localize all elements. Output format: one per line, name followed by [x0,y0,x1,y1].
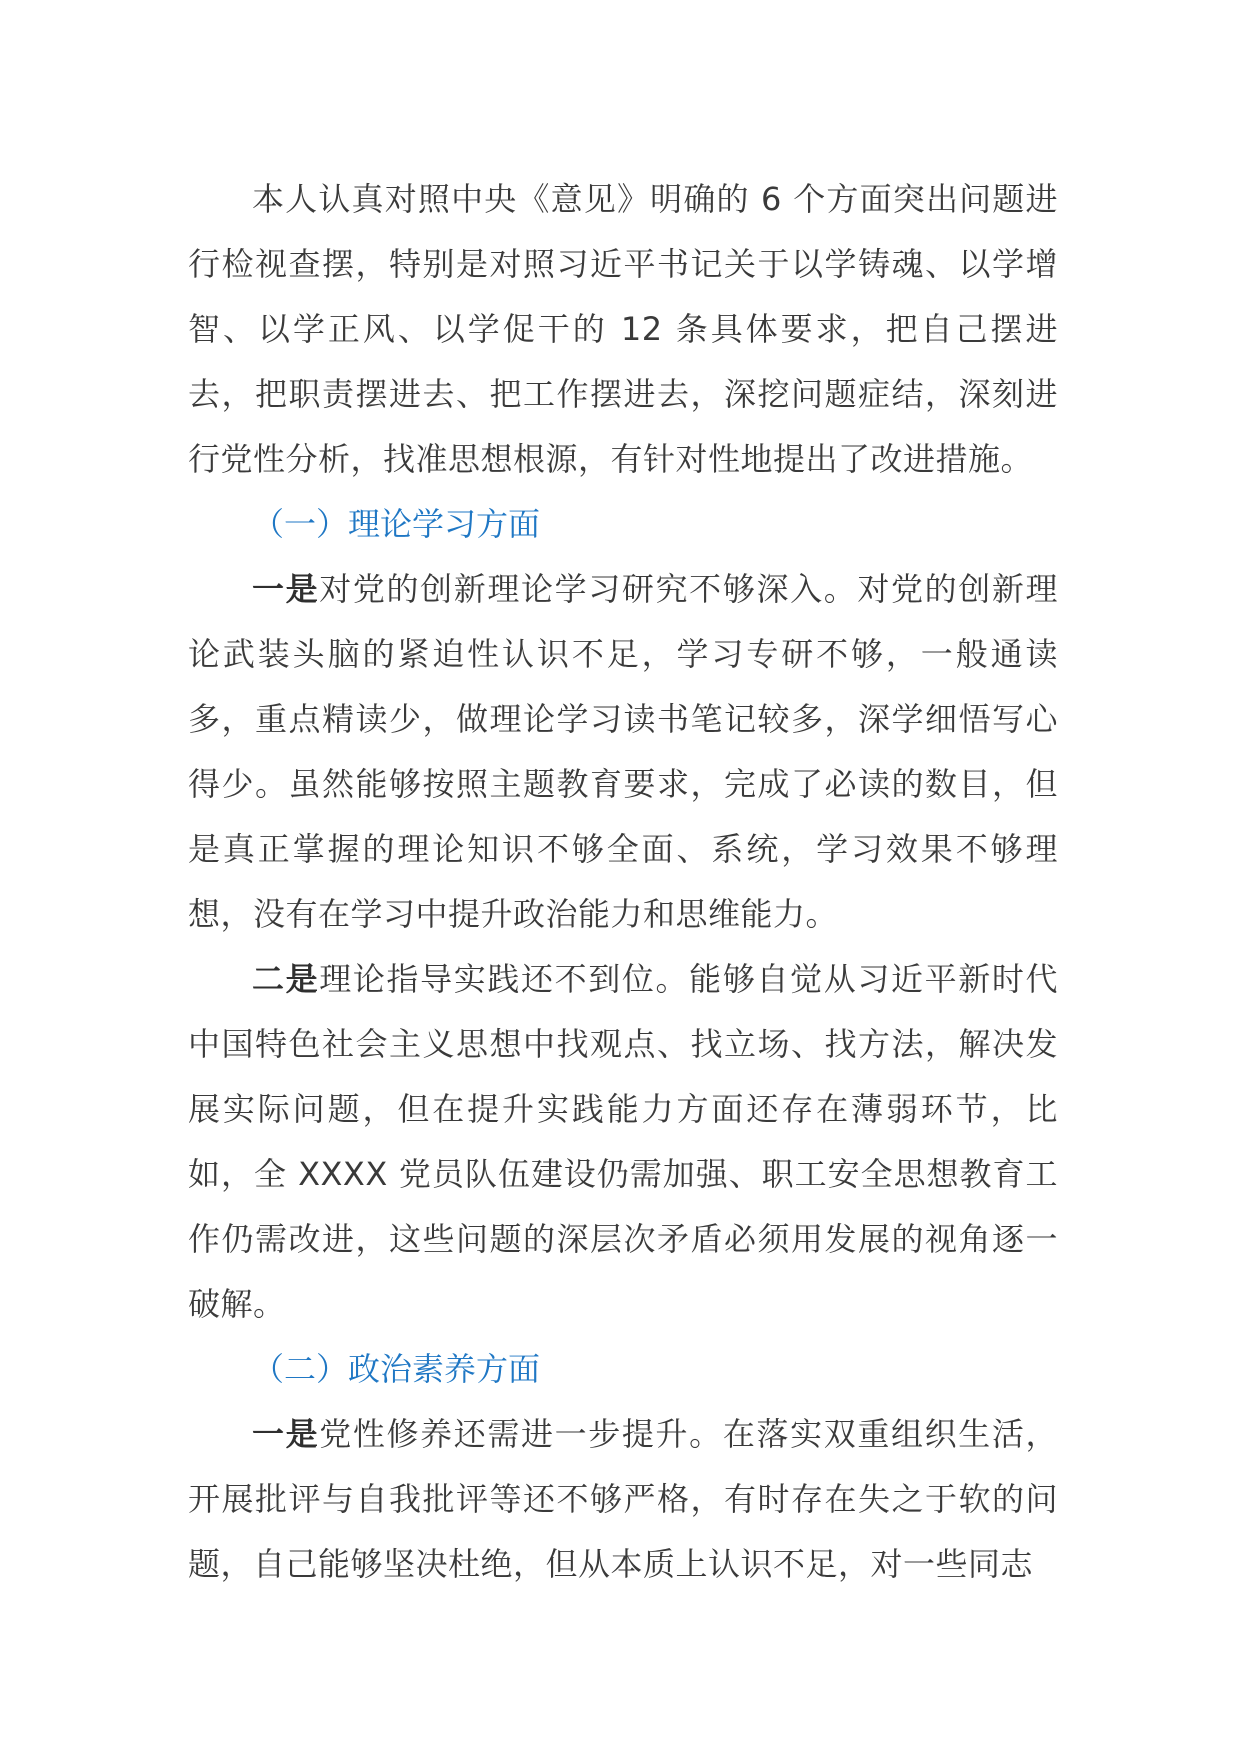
theory-point-2 [188,947,1058,1337]
point-lead: 一是 [252,1415,320,1453]
point-lead: 一是 [252,570,320,608]
political-point-1 [188,1402,1058,1597]
point-text: 党性修养还需进一步提升。在落实双重组织生活，开展批评与自我批评等还不够严格，有时存在失之于软的问题，自己能够坚决杜绝，但从本质上认识不足，对一些同志 [188,1415,1058,1583]
point-text: 理论指导实践还不到位。能够自觉从习近平新时代中国特色社会主义思想中找观点、找立场、找方法，解决发展实际问题，但在提升实践能力方面还存在薄弱环节，比如，全 XXXX 党员队伍建设仍需加强、职工安全思想教育工作仍需改进，这些问题的深层次矛盾必须用发展的视角逐一破解。 [188,960,1058,1323]
point-text: 对党的创新理论学习研究不够深入。对党的创新理论武装头脑的紧迫性认识不足，学习专研不够，一般通读多，重点精读少，做理论学习读书笔记较多，深学细悟写心得少。虽然能够按照主题教育要求，完成了必读的数目，但是真正掌握的理论知识不够全面、系统，学习效果不够理想，没有在学习中提升政治能力和思维能力。 [188,570,1058,933]
section-heading-political-quality: （二）政治素养方面 [252,1350,541,1388]
point-lead: 二是 [252,960,320,998]
intro-paragraph: 本人认真对照中央《意见》明确的 6 个方面突出问题进行检视查摆，特别是对照习近平书记关于以学铸魂、以学增智、以学正风、以学促干的 12 条具体要求，把自己摆进去，把职责摆进去、把工作摆进去，深挖问题症结，深刻进行党性分析，找准思想根源，有针对性地提出了改进措施。 [188,180,1058,478]
section-heading-theory-study: （一）理论学习方面 [252,505,541,543]
theory-point-1 [188,557,1058,947]
document-body [188,167,1058,1597]
